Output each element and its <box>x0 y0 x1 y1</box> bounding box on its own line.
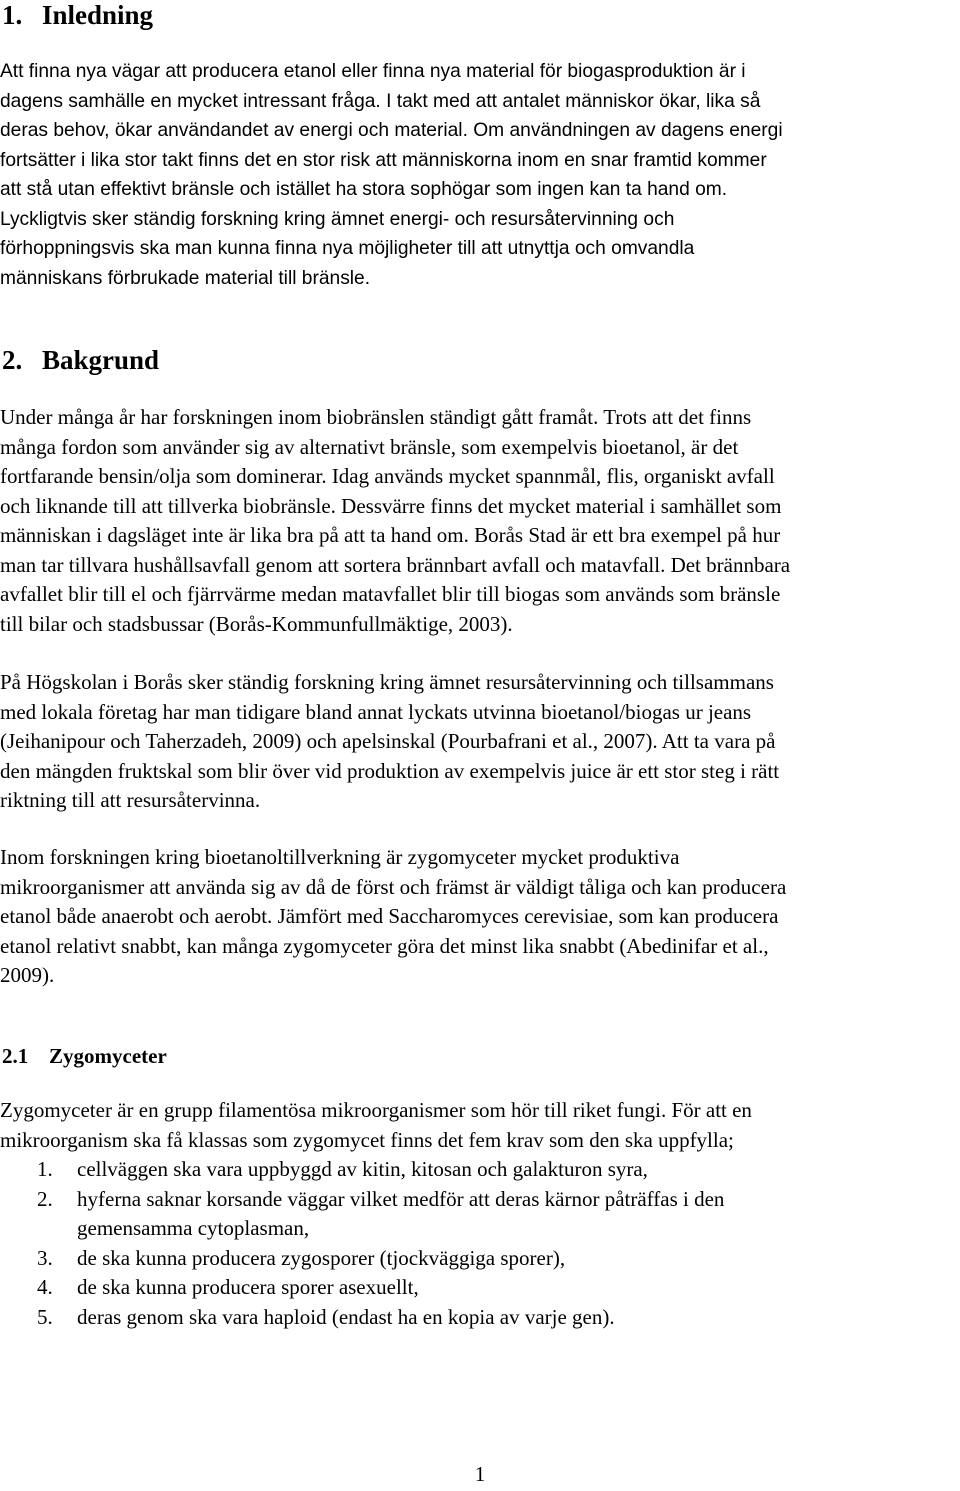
text-line: förhoppningsvis ska man kunna finna nya möjligheter till att utnyttja och omvandla <box>0 238 695 259</box>
zygomyceter-intro <box>0 1096 960 1155</box>
list-marker: 2. <box>37 1186 53 1211</box>
text-line: att stå utan effektivt bränsle och istället ha stora sophögar som ingen kan ta hand om. <box>0 179 728 200</box>
list-item <box>0 1303 960 1333</box>
text-line: Lyckligtvis sker ständig forskning kring ämnet energi- och resursåtervinning och <box>0 208 675 230</box>
section-title: Bakgrund <box>42 345 160 375</box>
bakgrund-paragraph-3 <box>0 843 960 991</box>
text-line: cellväggen ska vara uppbyggd av kitin, kitosan och galakturon syra, <box>77 1157 648 1181</box>
inledning-paragraph <box>0 57 960 293</box>
text-line: man tar tillvara hushållsavfall genom att sortera brännbart avfall och matavfall. Det brännbara <box>0 552 791 577</box>
text-line: hyferna saknar korsande väggar vilket medför att deras kärnor påträffas i den <box>77 1186 725 1211</box>
text-line: deras behov, ökar användandet av energi och material. Om användningen av dagens energi <box>0 120 783 141</box>
text-line: till bilar och stadsbussar (Borås-Kommunfullmäktige, 2003). <box>0 611 513 636</box>
text-line: många fordon som använder sig av alternativt bränsle, som exempelvis bioetanol, är det <box>0 434 739 459</box>
text-line: med lokala företag har man tidigare bland annat lyckats utvinna bioetanol/biogas ur jeans <box>0 699 752 724</box>
text-line: den mängden fruktskal som blir över vid produktion av exempelvis juice är ett stor steg i rätt <box>0 758 780 783</box>
text-line: riktning till att resursåtervinna. <box>0 788 261 812</box>
text-line: (Jeihanipour och Taherzadeh, 2009) och apelsinskal (Pourbafrani et al., 2007). Att ta vara på <box>0 729 776 753</box>
text-line: dagens samhälle en mycket intressant fråga. I takt med att antalet människor ökar, lika så <box>0 90 761 112</box>
text-line: avfallet blir till el och fjärrvärme medan matavfallet blir till biogas som används som bränsle <box>0 582 781 606</box>
text-line: mikroorganismer att använda sig av då de först och främst är väldigt tåliga och kan producera <box>0 874 787 899</box>
list-marker: 3. <box>37 1245 53 1270</box>
text-line: 2009). <box>0 963 55 987</box>
text-line: etanol relativt snabbt, kan många zygomyceter göra det minst lika snabbt (Abedinifar et al., <box>0 933 769 958</box>
text-line: deras genom ska vara haploid (endast ha en kopia av varje gen). <box>77 1304 615 1329</box>
text-line: människan i dagsläget inte är lika bra på att ta hand om. Borås Stad är ett bra exempel på hur <box>0 523 781 547</box>
text-line: människans förbrukade material till bränsle. <box>0 267 371 289</box>
list-item <box>0 1273 960 1303</box>
section-heading-bakgrund <box>2 345 159 375</box>
text-line: Inom forskningen kring bioetanoltillverkning är zygomyceter mycket produktiva <box>0 845 680 869</box>
text-line: Att finna nya vägar att producera etanol eller finna nya material för biogasproduktion är i <box>0 61 746 82</box>
text-line: de ska kunna producera sporer asexuellt, <box>77 1275 419 1299</box>
text-line: mikroorganism ska få klassas som zygomycet finns det fem krav som den ska uppfylla; <box>0 1127 734 1152</box>
section-number: 2. <box>2 345 23 375</box>
list-marker: 5. <box>37 1304 53 1329</box>
list-item <box>0 1155 960 1185</box>
text-line: de ska kunna producera zygosporer (tjockväggiga sporer), <box>77 1245 566 1270</box>
list-item <box>0 1185 960 1244</box>
bakgrund-paragraph-1 <box>0 403 960 639</box>
section-number: 1. <box>2 0 23 30</box>
bakgrund-paragraph-2 <box>0 668 960 816</box>
text-line: fortsätter i lika stor takt finns det en stor risk att människorna inom en snar framtid kommer <box>0 149 767 171</box>
text-line: Under många år har forskningen inom biobränslen ständigt gått framåt. Trots att det finns <box>0 405 752 429</box>
text-line: Zygomyceter är en grupp filamentösa mikroorganismer som hör till riket fungi. För att en <box>0 1098 752 1122</box>
requirements-list <box>0 1155 960 1332</box>
section-title: Zygomyceter <box>49 1044 167 1068</box>
section-number: 2.1 <box>2 1044 29 1068</box>
text-line: etanol både anaerobt och aerobt. Jämfört med Saccharomyces cerevisiae, som kan producera <box>0 904 779 928</box>
list-marker: 1. <box>37 1157 53 1181</box>
text-line: gemensamma cytoplasman, <box>77 1216 310 1240</box>
page-number: 1 <box>474 1462 486 1486</box>
list-marker: 4. <box>37 1275 53 1299</box>
list-item <box>0 1244 960 1274</box>
text-line: och liknande till att tillverka biobränsle. Dessvärre finns det mycket material i samhället som <box>0 493 782 518</box>
text-line: fortfarande bensin/olja som dominerar. Idag används mycket spannmål, flis, organiskt avfall <box>0 464 775 488</box>
section-heading-inledning <box>2 0 153 30</box>
section-title: Inledning <box>42 0 154 30</box>
section-heading-zygomyceter <box>2 1043 167 1069</box>
text-line: På Högskolan i Borås sker ständig forskning kring ämnet resursåtervinning och tillsammans <box>0 670 774 694</box>
